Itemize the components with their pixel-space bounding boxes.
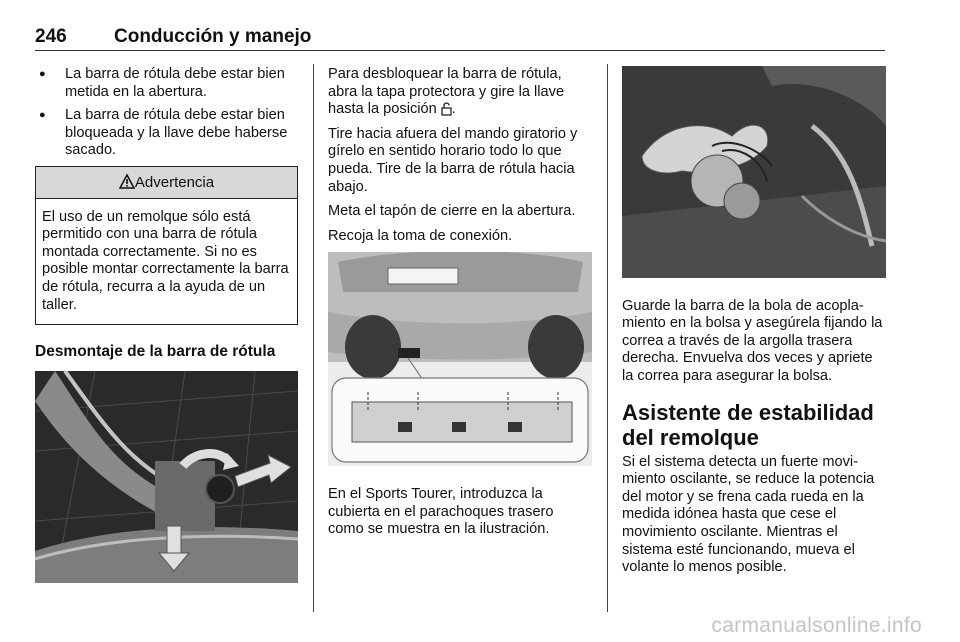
page-number: 246 xyxy=(35,26,67,47)
column-3 xyxy=(622,66,886,584)
section-subheading: Desmontaje de la barra de rótula xyxy=(35,343,276,361)
chapter-title: Conducción y manejo xyxy=(114,26,312,47)
figure-storage-bag xyxy=(622,66,886,284)
figure-bumper-cover xyxy=(328,252,592,472)
paragraph: Para desbloquear la barra de rótula, abra la tapa protectora y gire la llave hasta la posición . xyxy=(328,66,565,118)
paragraph: En el Sports Tourer, introduzca la cubierta en el parachoques trasero como se muestra en la ilustración. xyxy=(328,485,554,538)
figure-towbar-removal xyxy=(35,371,298,589)
watermark: carmanualsonline.info xyxy=(711,614,922,637)
header-rule xyxy=(35,50,885,51)
column-divider-2 xyxy=(607,64,608,612)
warning-text: El uso de un remolque sólo está permitido con una barra de rótula montada correctamente. Si no es posible montar correctamente la barra de rótula, recurra a la ayuda de un taller. xyxy=(42,208,289,313)
page-header xyxy=(35,26,885,50)
paragraph: Recoja la toma de conexión. xyxy=(328,227,513,244)
bullet-list xyxy=(35,66,298,160)
warning-title: Advertencia xyxy=(134,173,215,191)
warning-box xyxy=(35,166,298,325)
column-2 xyxy=(328,66,592,546)
paragraph: Meta el tapón de cierre en la abertura. xyxy=(328,203,576,220)
column-divider-1 xyxy=(313,64,314,612)
paragraph: Guarde la barra de la bola de acoplamiento en la bolsa y asegúrela fijando la correa a través de la argolla trasera derecha. Envuelva dos veces y apriete la correa para asegurar la bolsa. xyxy=(622,297,883,384)
warning-header xyxy=(36,167,297,199)
column-1 xyxy=(35,66,298,588)
warning-triangle-icon xyxy=(119,174,135,189)
paragraph: Si el sistema detecta un fuerte movimiento oscilante, se reduce la potencia del motor y se frena cada rueda en la medida idónea hasta que cese el movimiento oscilante. Mientras el sistema esté funcionando, mueva el volante lo menos posible. xyxy=(622,453,875,576)
padlock-open-icon xyxy=(441,102,452,116)
paragraph: Tire hacia afuera del mando giratorio y gírelo en sentido horario todo lo que pueda. Tire de la barra de rótula hacia abajo. xyxy=(328,125,578,195)
section-heading: Asistente de estabilidad del remolque xyxy=(622,399,874,450)
bullet-item: ● La barra de rótula debe estar bien metida en la abertura. xyxy=(35,66,298,101)
bullet-item: ● La barra de rótula debe estar bien bloqueada y la llave debe haberse sacado. xyxy=(35,107,298,160)
